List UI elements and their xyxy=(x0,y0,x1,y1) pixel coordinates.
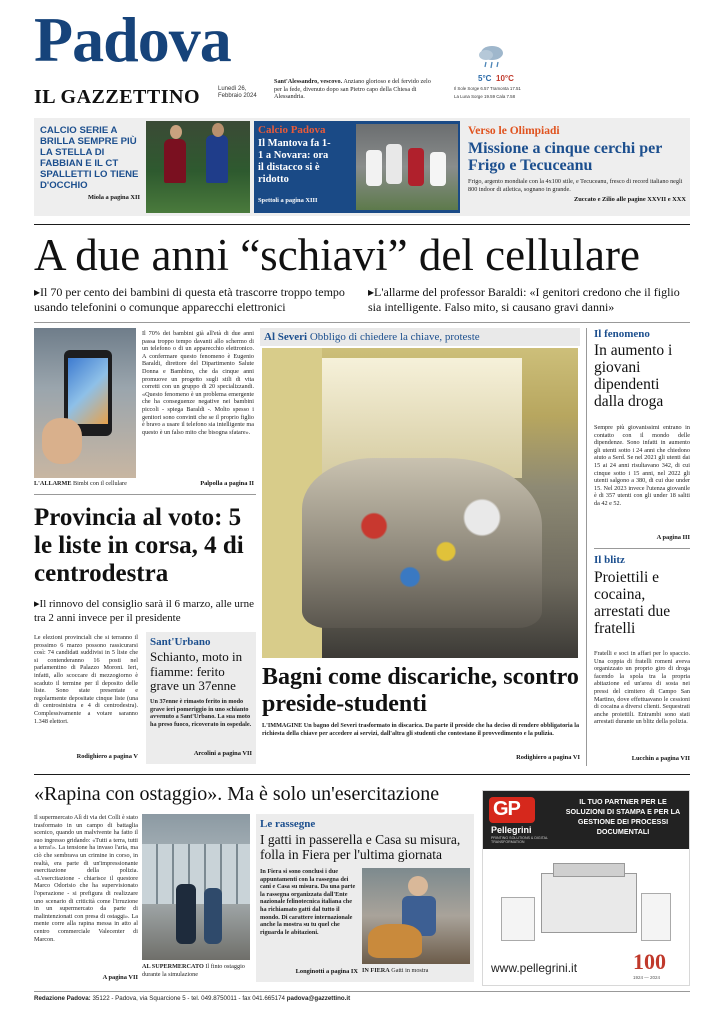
gatti-credit: Longinotti a pagina IX xyxy=(295,968,358,975)
lead-credit: Palpolla a pagina II xyxy=(200,480,254,487)
ad-years: 1924 — 2024 xyxy=(633,975,661,980)
fenomeno-credit: A pagina III xyxy=(656,534,690,541)
footer-address: 35122 - Padova, via Squarcione 5 - tel. 049.8750011 - fax 041.665174 xyxy=(92,995,285,1002)
footer-label: Redazione Padova: xyxy=(34,995,91,1002)
saint-name: Sant'Alessandro, vescovo. xyxy=(274,78,343,85)
fenomeno-kicker: Il fenomeno xyxy=(594,328,650,340)
urbano-credit: Arcolini a pagina VII xyxy=(193,750,252,757)
gatti-kicker: Le rassegne xyxy=(260,818,316,830)
urbano-body: Un 37enne è rimasto ferito in modo grave ieri pomeriggio in uno schianto avvenuto a Sant'Urbano. La sua moto ha preso fuoco, ricoverato in ospedale. xyxy=(150,698,252,728)
ad-headline: IL TUO PARTNER PER LE SOLUZIONI DI STAMPA E PER LA GESTIONE DEI PROCESSI DOCUMENTALI xyxy=(565,797,681,836)
fenomeno-headline[interactable]: In aumento i giovani dipendenti dalla droga xyxy=(594,342,673,410)
provincia-credit: Rodighiero a pagina V xyxy=(76,753,138,760)
provincia-subhead: ▸Il rinnovo del consiglio sarà il 6 marzo, alle urne tra 2 anni invece per il presidente xyxy=(34,598,254,624)
teaser-football-credit: Miola a pagina XII xyxy=(87,194,140,201)
cat-show-photo xyxy=(362,868,470,964)
arrow-icon: ▸ xyxy=(34,598,40,610)
teaser-padova-title: Il Mantova fa 1-1 a Novara: ora il distacco si è ridotto xyxy=(258,138,331,185)
teaser-olympics-text: Frigo, argento mondiale con la 4x100 stile, e Tecuceanu, fresco di record italiano negli 800 indoor di atletica, sognano in grande. xyxy=(468,178,683,193)
rapina-credit: A pagina VII xyxy=(102,974,138,981)
supermarket-caption: AL SUPERMERCATO Il finto ostaggio durante la simulazione xyxy=(142,963,245,978)
moon-times: La Luna Sorge 19.59 Cala 7.58 xyxy=(454,94,516,99)
phone-caption: L'ALLARME Bimbi con il cellulare xyxy=(34,480,127,487)
severi-caption: L'IMMAGINE Un bagno del Severi trasformato in discarica. Da parte il preside che ha deciso di rendere obbligatoria la richiesta della chiave per accedere ai servizi, dall'altra gli studenti che contestano il provvedimento e la pulizia. xyxy=(262,722,580,737)
temp-min: 5°C xyxy=(478,74,492,83)
ad-anniversary: 100 xyxy=(633,949,666,974)
footer-email[interactable]: padova@gazzettino.it xyxy=(286,995,351,1002)
teaser-football-title[interactable]: CALCIO SERIE A BRILLA SEMPRE PIÙ LA STELLA DI FABBIAN E IL CT SPALLETTI LO TIENE D'OCCHIO xyxy=(40,125,139,191)
urbano-kicker: Sant'Urbano xyxy=(150,636,211,648)
padova-team-photo xyxy=(356,124,458,210)
temp-max: 10°C xyxy=(496,74,514,83)
saint-of-day xyxy=(274,78,434,101)
arrow-icon: ▸ xyxy=(368,285,375,299)
blitz-body: Fratelli e soci in affari per lo spaccio. Una coppia di fratelli romeni aveva organizzato un proprio giro di droga facendo la spola tra la propria abitazione ed un'area di sosta nei pressi del cimitero di Campo San Martino, dove effettuavano le cessioni di cocaina a diversi clienti. Sequestrati anche proiettili. Entrambi sono stati arrestati durante un blitz della polizia. xyxy=(594,650,690,726)
ad-logo-text: GP xyxy=(493,798,520,820)
blitz-kicker: Il blitz xyxy=(594,554,625,566)
issue-date: Lunedì 26, Febbraio 2024 xyxy=(218,86,257,99)
lead-body: Il 70% dei bambini già all'età di due anni passa troppo tempo davanti allo schermo di un telefono o di un apparecchio elettronico. A confermare questo fenomeno è Eugenio Baraldi, direttore del Dipartimento Salute Donna e Bambino, che da cinque anni promuove un progetto sugli stili di vita corretti con un gruppo di 20 specializzandi. «Questo fenomeno è un problema emergente che ha conseguenze negative nei bambini piccoli - spiega Baraldi -. Molto spesso i genitori sono convinti che se il proprio figlio è bravo a usare il telefono sia intelligente ma questo è un falso mito che bisogna sfatare». xyxy=(142,330,254,436)
phone-photo xyxy=(34,328,136,478)
ad-url[interactable]: www.pellegrini.it xyxy=(491,961,578,975)
lead-headline[interactable]: A due anni “schiavi” del cellulare xyxy=(34,230,640,280)
ad-brand: Pellegrini xyxy=(491,825,532,835)
provincia-body: Le elezioni provinciali che si terranno il prossimo 6 marzo possono rassicurarsi così: 74 candidati suddivisi in 5 liste che si contenderanno 16 posti nel parlamentino di Palazzo Moroni. Ieri, infatti, allo scoccare di mezzogiorno è scaduto il termine per il deposito delle liste. Sono state presentate e regolarmente depositate cinque liste (una di centrosinistra e 4 di centrodestra). Complessivamente a votare saranno 1.348 elettori. xyxy=(34,634,138,725)
printer-illustration xyxy=(501,863,673,947)
severi-credit: Rodighiero a pagina VI xyxy=(516,754,580,761)
pellegrini-ad[interactable] xyxy=(482,790,690,986)
gatti-headline[interactable]: I gatti in passerella e Casa su misura, folla in Fiera per l'ultima giornata xyxy=(260,832,461,862)
blitz-headline[interactable]: Proiettili e cocaina, arrestati due fratelli xyxy=(594,569,671,637)
arrow-icon: ▸ xyxy=(34,285,41,299)
weather-box xyxy=(454,44,522,106)
masthead-city: Padova xyxy=(34,4,231,75)
teaser-olympics-credit: Zuccato e Zilio alle pagine XXVII e XXX xyxy=(573,196,686,203)
cat-show-caption: IN FIERA Gatti in mostra xyxy=(362,967,429,974)
teaser-padova-credit: Spettoli a pagina XIII xyxy=(258,197,318,204)
rapina-body: Il supermercato Alì di via dei Colli è stato trasformato in un campo di battaglia scenico, quando un malvivente ha fatto il suo ingresso gridando: «Tutti a terra, tutti a terra!». La tensione ha invaso l'aria, ma ciò che sembrava un crimine in corso, in realtà, era parte di un'impressionante esercitazione della polizia. «L'esercitazione - chiarisce il questore Marco Odorisio che ha supervisionato l'operazione - si prefigura di realizzare uno scenario di criticità come l'irruzione in un supermercato da parte di malintenzionati con presa di ostaggi». La mente corre alla rapina messa in atto al centro commerciale Valecenter di Marcon. xyxy=(34,814,138,943)
severi-kicker: Al Severi Obbligo di chiedere la chiave, proteste xyxy=(264,331,480,343)
lead-subhead-left: ▸Il 70 per cento dei bambini di questa età trascorre troppo tempo usando telefonini o comunque apparecchi elettronici xyxy=(34,285,345,314)
football-photo xyxy=(146,121,250,213)
masthead-paper: IL GAZZETTINO xyxy=(34,86,201,108)
severi-headline[interactable]: Bagni come discariche, scontro preside-studenti xyxy=(262,664,579,717)
fenomeno-body: Sempre più giovanissimi entrano in contatto con il mondo delle dipendenze. Sono infatti in aumento gli utenti sotto i 24 anni che chiedono aiuto a Serd. Se nel 2021 gli utenti dai 15 ai 24 anni risultavano 342, di cui cinque sotto i 15 anni, nel 2022 gli utenti salgono a 380, di cui due under 15. Nel 2023 invece l'utenza giovanile è di 357 utenti con gli under 18 saliti da 42 e 52. xyxy=(594,424,690,507)
provincia-headline[interactable]: Provincia al voto: 5 le liste in corsa, 4 di centrodestra xyxy=(34,504,244,587)
teaser-olympics-title[interactable]: Missione a cinque cerchi per Frigo e Tecuceanu xyxy=(468,140,663,174)
teaser-padova-kicker: Calcio Padova xyxy=(258,124,326,136)
blitz-credit: Lucchin a pagina VII xyxy=(631,755,690,762)
teaser-olympics-kicker: Verso le Olimpiadi xyxy=(468,125,560,137)
gatti-body: In Fiera si sono conclusi i due appuntamenti con la rassegna dei cani e Casa su misura. Da una parte la rassegna organizzata dall'Ente nazionale felinotecnica italiana che ha richiamato gatti dal tutto il mondo. Di carattere internazionale anche la mostra su tu quel che riguarda le abitazioni. xyxy=(260,868,356,936)
sun-times: Il Sole Sorge 6.57 Tramonta 17.51 xyxy=(454,86,521,91)
supermarket-photo xyxy=(142,814,250,960)
rain-cloud-icon xyxy=(477,44,507,70)
rapina-headline[interactable]: «Rapina con ostaggio». Ma è solo un'esercitazione xyxy=(34,783,440,805)
saint-text: Anziano glorioso e del fervido zelo per la fede, divenuto dopo san Pietro capo della Chiesa di Alessandria. xyxy=(274,78,431,101)
urbano-headline[interactable]: Schianto, moto in fiamme: ferito grave un 37enne xyxy=(150,649,243,693)
severi-bathroom-photo xyxy=(262,348,578,658)
footer xyxy=(34,995,350,1002)
lead-subhead-right: ▸L'allarme del professor Baraldi: «I genitori credono che il figlio sia intelligente. Falso mito, si causano gravi danni» xyxy=(368,285,680,314)
ad-tagline: PRINTING SOLUTIONS & DIGITAL TRANSFORMATION xyxy=(491,836,548,845)
